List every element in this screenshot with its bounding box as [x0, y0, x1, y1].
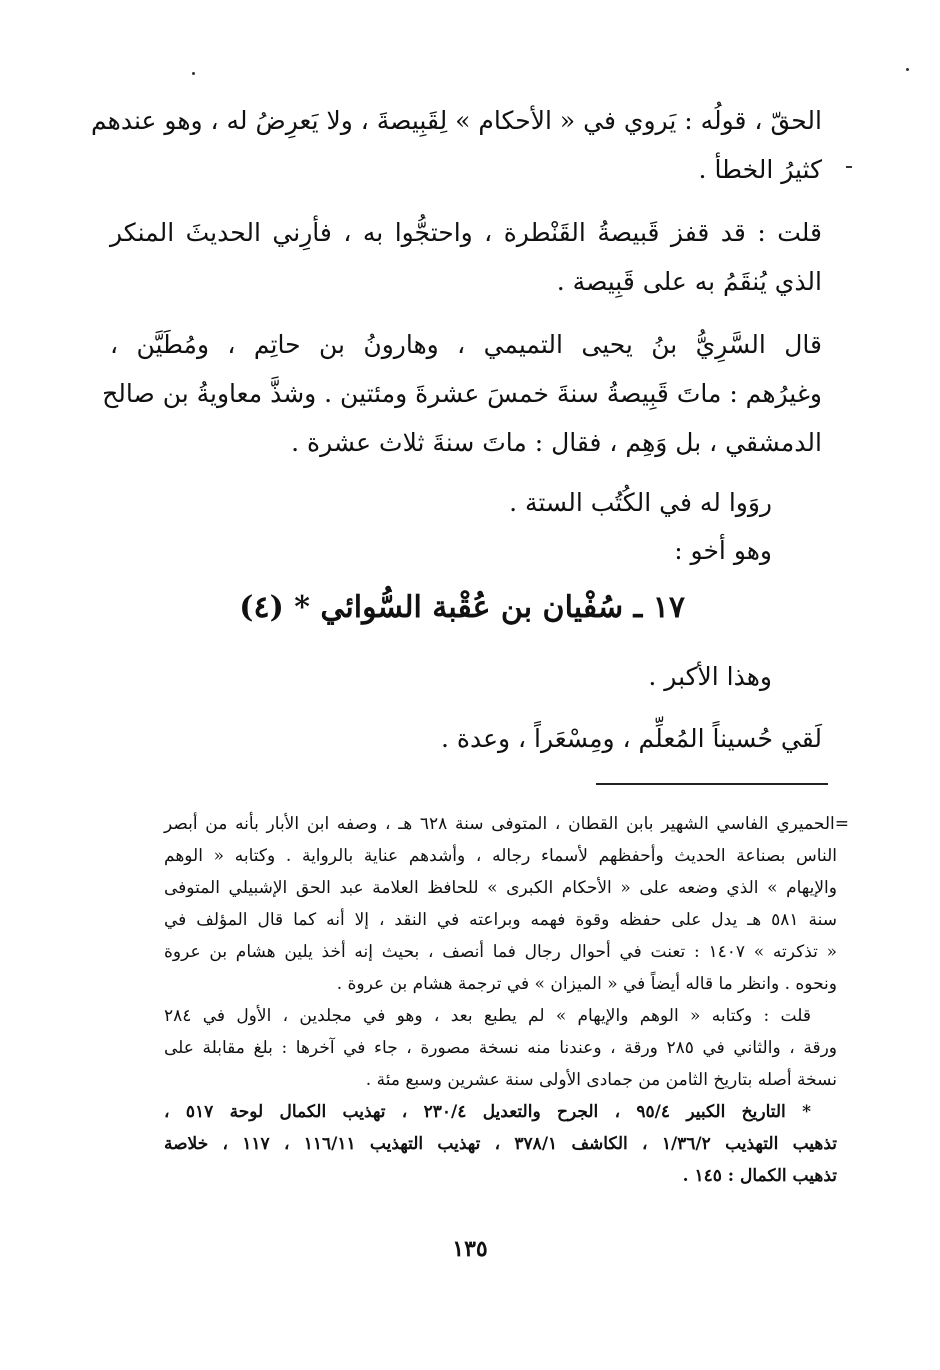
- paragraph-6: [110, 652, 772, 701]
- footnote-line: قلت : وكتابه « الوهم والإيهام » لم يطبع بعد ، وهو في مجلدين ، الأول في ٢٨٤: [164, 1006, 811, 1026]
- text-line: الذي يُنقَمُ به على قَبِيصة .: [556, 267, 822, 296]
- footnote-line: « تذكرته » ١٤٠٧ : تعنت في أحوال رجال فما أنصف ، بحيث إنه أخذ يلين هشام بن عروة: [164, 942, 837, 962]
- footnote-line: =الحميري الفاسي الشهير بابن القطان ، المتوفى سنة ٦٢٨ هـ ، وصفه ابن الأبار بأنه من أبصر: [164, 814, 849, 834]
- text-line: وغيرُهم : ماتَ قَبِيصةُ سنةَ خمسَ عشرةَ ومئتين . وشذَّ معاويةُ بن صالح: [102, 379, 822, 408]
- footnote-line: سنة ٥٨١ هـ يدل على حفظه وقوة فهمه وبراعته في النقد ، إلا أنه كما قال المؤلف في: [164, 910, 837, 930]
- footnote-paragraph: [164, 1000, 837, 1096]
- footnote-paragraph-sources: [164, 1096, 837, 1192]
- footnote-line: ونحوه . وانظر ما قاله أيضاً في « الميزان » في ترجمة هشام بن عروة .: [336, 974, 837, 994]
- scan-speck: [906, 68, 909, 71]
- text-line: قال السَّرِيُّ بنُ يحيى التميمي ، وهارونُ بن حاتِم ، ومُطَيَّن ،: [110, 330, 822, 359]
- footnote-line: * التاريخ الكبير ٩٥/٤ ، الجرح والتعديل ٢٣٠/٤ ، تهذيب الكمال لوحة ٥١٧ ،: [164, 1102, 812, 1122]
- footnotes: [164, 808, 849, 1192]
- footnote-line: نسخة أصله بتاريخ الثامن من جمادى الأولى سنة عشرين وسبع مئة .: [365, 1070, 837, 1090]
- text-line: الحقّ ، قولُه : يَروي في « الأحكام » لِقَبِيصةَ ، ولا يَعرِضُ له ، وهو عندهم: [91, 106, 822, 135]
- text-line: روَوا له في الكُتُب الستة .: [509, 488, 772, 517]
- paragraph-5: [110, 526, 772, 575]
- footnote-line: الناس بصناعة الحديث وأحفظهم لأسماء رجاله ، وأشدهم عناية بالرواية . وكتابه « الوهم: [164, 846, 837, 866]
- footnote-divider: [596, 783, 828, 785]
- text-line: قلت : قد قفز قَبيصةُ القَنْطرة ، واحتجُّوا به ، فأرِني الحديثَ المنكر: [110, 218, 822, 247]
- scan-speck: [192, 72, 195, 75]
- text-line: وهو أخو :: [674, 536, 772, 565]
- page-number: ١٣٥: [452, 1236, 488, 1262]
- paragraph-4: [110, 478, 772, 527]
- footnote-line: والإيهام » الذي وضعه على « الأحكام الكبرى » للحافظ العلامة عبد الحق الإشبيلي المتوفى: [164, 878, 837, 898]
- scan-speck: [846, 166, 852, 168]
- paragraph-7: [110, 714, 822, 763]
- footnote-line: تذهيب التهذيب ١/٣٦/٢ ، الكاشف ٣٧٨/١ ، تهذيب التهذيب ١١٦/١١ ، ١١٧ ، خلاصة: [164, 1134, 838, 1154]
- text-line: وهذا الأكبر .: [648, 662, 772, 691]
- text-line: كثيرُ الخطأ .: [698, 155, 822, 184]
- paragraph-2: [110, 208, 822, 306]
- footnote-paragraph: [164, 808, 849, 1000]
- text-line: لَقي حُسيناً المُعلِّم ، ومِسْعَراً ، وعدة .: [440, 724, 822, 753]
- paragraph-1: [91, 96, 822, 194]
- entry-heading: ١٧ ـ سُفْيان بن عُقْبة السُّوائي * (٤): [239, 590, 685, 625]
- paragraph-3: [102, 320, 822, 467]
- footnote-line: تذهيب الكمال : ١٤٥ .: [682, 1166, 837, 1186]
- text-line: الدمشقي ، بل وَهِم ، فقال : ماتَ سنةَ ثلاث عشرة .: [291, 428, 822, 457]
- footnote-line: ورقة ، والثاني في ٢٨٥ ورقة ، وعندنا منه نسخة مصورة ، جاء في آخرها : بلغ مقابلة على: [164, 1038, 837, 1058]
